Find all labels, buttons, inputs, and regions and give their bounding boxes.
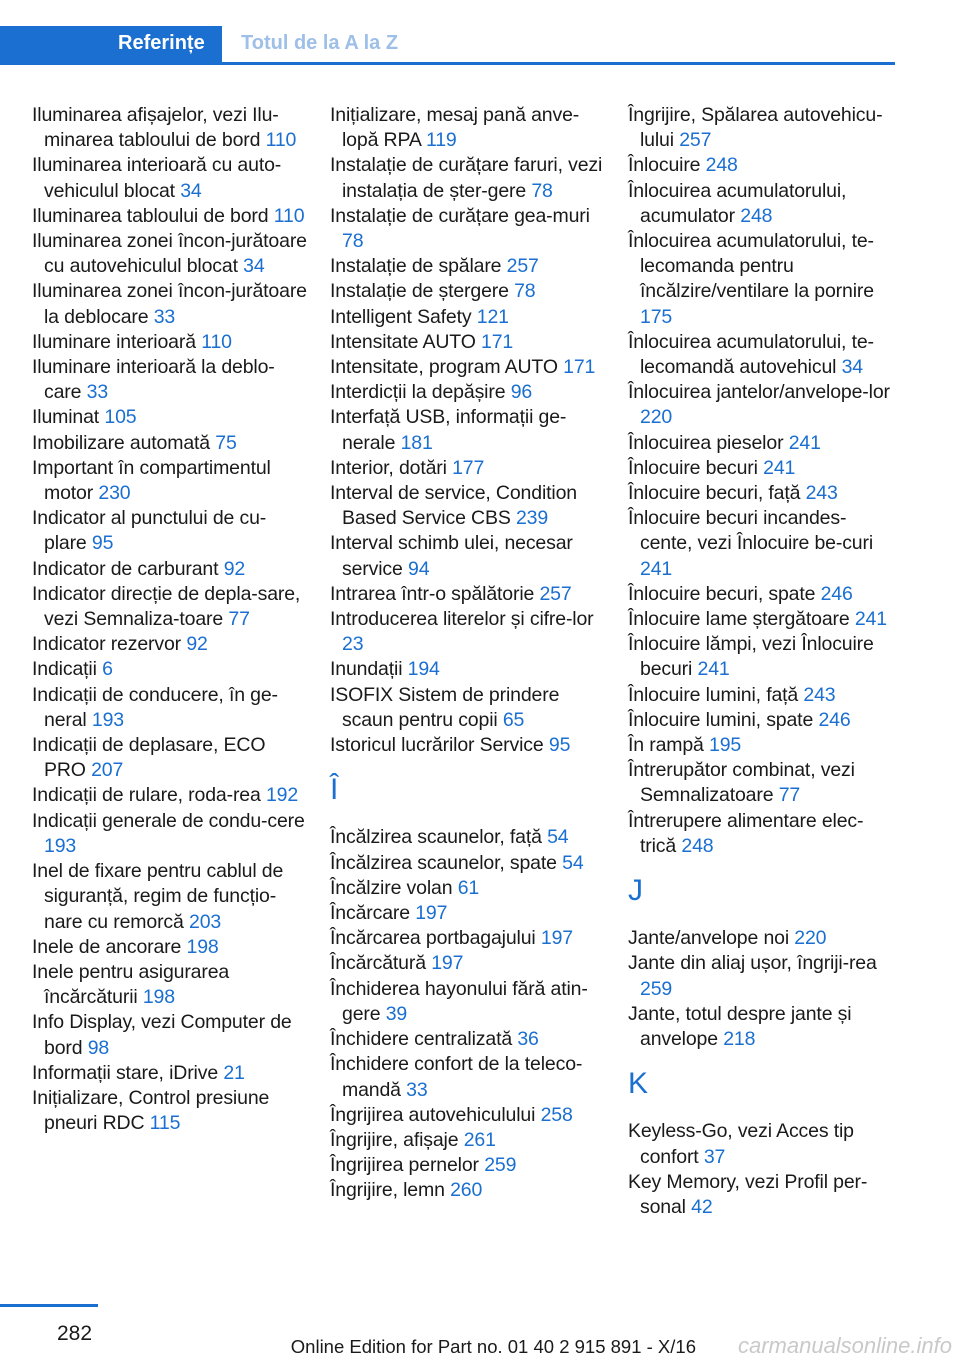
index-entry [32,582,307,632]
index-entry-page-link[interactable]: 77 [228,608,250,631]
index-entry-text: Informații stare, iDrive [32,1061,219,1084]
index-entry [628,431,898,456]
index-entry [330,380,605,405]
index-entry-page-link[interactable]: 241 [640,557,673,580]
index-entry-page-link[interactable]: 34 [243,255,265,278]
index-entry-page-link[interactable]: 54 [547,826,569,849]
index-entry-page-link[interactable]: 78 [514,280,536,303]
index-entry [330,531,605,581]
index-entry-text: Key Memory, vezi Profil per‐sonal [628,1170,868,1219]
index-entry [32,632,307,657]
index-entry-text: Întrerupere alimentare elec‐trică [628,809,864,857]
index-entry [628,380,898,430]
index-entry-text: Inițializare, mesaj pană anve‐lopă RPA [330,104,580,152]
index-entry [330,355,605,380]
index-entry [330,153,605,203]
index-entry-text: Înlocuirea acumulatorului, acumulator [628,179,847,227]
index-entry-page-link[interactable]: 220 [640,406,673,429]
index-entry [330,1103,605,1128]
index-entry-page-link[interactable]: 192 [265,784,299,807]
index-entry [628,582,898,607]
index-entry-text: Interfață USB, informații ge‐nerale [330,406,567,454]
index-entry-text: Intelligent Safety [330,305,472,328]
index-entry-page-link[interactable]: 6 [102,658,113,681]
index-entry-page-link[interactable]: 77 [778,784,801,807]
index-entry-page-link[interactable]: 181 [400,431,433,454]
index-entry [628,683,898,708]
index-entry-page-link[interactable]: 115 [149,1112,181,1135]
index-entry-text: În rampă [628,734,704,757]
index-entry [330,1178,605,1203]
index-entry [628,1170,898,1220]
index-entry-text: Instalație de curățare faruri, vezi instalația de șter‐gere [330,154,603,202]
index-entry-page-link[interactable]: 198 [142,986,175,1009]
index-entry-page-link[interactable]: 243 [805,482,838,505]
index-entry-page-link[interactable]: 193 [91,708,124,731]
index-entry-text: Iluminare interioară [32,330,196,353]
index-entry [330,1052,605,1102]
index-entry-page-link[interactable]: 42 [691,1196,713,1219]
index-entry-text: Închidere centralizată [330,1028,513,1051]
index-entry-text: Înlocuirea acumulatorului, te‐lecomanda pentru încălzire/ventilare la pornire [628,230,874,303]
index-entry-text: Îngrijirea autovehiculului [330,1103,536,1126]
index-entry-text: Înlocuire becuri, față [628,482,801,505]
index-entry-text: Înlocuire lame ștergătoare [628,608,850,631]
index-entry [32,405,307,430]
index-entry-text: Info Display, vezi Computer de bord [32,1011,292,1059]
index-entry-text: Înlocuire becuri [628,456,758,479]
index-entry [628,632,898,682]
index-entry [628,708,898,733]
index-entry-text: Instalație de curățare gea‐muri [330,204,590,227]
index-entry-text: Iluminarea zonei încon‐jurătoare la deblocare [32,280,307,328]
index-entry [330,607,605,657]
section-letter-i-circumflex: Î [330,773,339,807]
index-entry [330,657,605,682]
index-entry [330,825,605,850]
index-entry-page-link[interactable]: 248 [705,154,738,177]
index-entry [32,153,307,203]
tab-referinte[interactable] [0,26,222,62]
edition-note: Online Edition for Part no. 01 40 2 915 891 - X/16 [290,1336,696,1357]
index-entry-page-link[interactable]: 65 [502,708,525,731]
index-entry-text: Interval de service, Condition Based Service CBS [330,482,577,530]
index-entry [330,405,605,455]
index-entry [32,506,307,556]
index-entry-text: Interdicții la depășire [330,381,506,404]
index-entry [32,1086,307,1136]
index-entry [32,330,307,355]
index-entry [628,330,898,380]
index-entry [628,926,898,951]
index-entry-page-link[interactable]: 230 [98,482,131,505]
index-entry-page-link[interactable]: 259 [640,977,673,1000]
index-entry [330,977,605,1027]
index-entry [628,733,898,758]
index-entry [628,456,898,481]
index-entry [32,279,307,329]
index-entry-text: Indicații de rulare, roda‐rea [32,784,261,807]
index-entry-page-link[interactable]: 241 [763,456,796,479]
index-entry-page-link[interactable]: 61 [457,876,480,899]
index-entry-page-link[interactable]: 78 [342,230,364,253]
index-entry-text: Intensitate, program AUTO [330,356,558,379]
index-entry-page-link[interactable]: 54 [562,851,584,874]
index-entry [330,926,605,951]
index-entry [330,1128,605,1153]
index-entry-page-link[interactable]: 220 [794,927,827,950]
index-entry-text: Iluminarea zonei încon‐jurătoare cu autovehiculul blocat [32,230,307,278]
index-entry-text: Iluminarea tabloului de bord [32,204,269,227]
index-entry-text: Întrerupător combinat, vezi Semnalizatoare [628,759,855,807]
index-entry-text: Îngrijire, afișaje [330,1128,459,1151]
index-entry [32,683,307,733]
index-entry-text: Jante/anvelope noi [628,927,790,950]
index-entry-page-link[interactable]: 98 [87,1036,110,1059]
index-entry [330,456,605,481]
index-entry [628,179,898,229]
index-entry-page-link[interactable]: 78 [531,179,553,202]
index-entry-text: Jante, totul despre jante și anvelope [628,1002,852,1051]
index-entry-page-link[interactable]: 243 [803,683,836,706]
footer-rule [0,1304,98,1307]
index-entry-page-link[interactable]: 94 [408,557,430,580]
index-entry-text: Inițializare, Control presiune pneuri RDC [32,1086,270,1135]
index-entry-text: Indicații de deplasare, ECO PRO [32,734,266,782]
index-entry [32,783,307,808]
index-entry-text: Inele pentru asigurarea încărcăturii [32,960,230,1009]
index-entry-page-link[interactable]: 33 [406,1078,428,1101]
index-entry-text: Încărcare [330,902,410,925]
index-entry-page-link[interactable]: 260 [450,1179,483,1202]
index-entry-page-link[interactable]: 110 [265,129,297,152]
index-entry-page-link[interactable]: 207 [91,759,124,782]
index-entry-page-link[interactable]: 175 [640,305,673,328]
index-entry [32,1010,307,1060]
index-entry-text: Înlocuirea jantelor/anvelope‐lor [628,381,890,404]
section-letter-k: K [628,1067,649,1101]
watermark: carmanualsonline.info [737,1333,952,1358]
index-entry-page-link[interactable]: 261 [463,1128,496,1151]
index-entry [628,607,898,632]
index-entry-text: Instalație de spălare [330,255,502,278]
index-entry-page-link[interactable]: 110 [201,330,232,353]
index-entry-page-link[interactable]: 218 [723,1028,756,1051]
index-entry-page-link[interactable]: 259 [484,1154,517,1177]
index-entry-page-link[interactable]: 92 [186,633,208,656]
index-entry-text: Indicații [32,658,97,681]
index-entry-page-link[interactable]: 34 [180,179,202,202]
index-entry [628,229,898,330]
index-entry-text: Istoricul lucrărilor Service [330,734,544,757]
index-entry-page-link[interactable]: 195 [709,734,742,757]
index-entry-page-link[interactable]: 248 [740,204,773,227]
index-entry [330,103,605,153]
index-entry [32,431,307,456]
index-entry [32,859,307,935]
index-entry [628,103,898,153]
index-entry [330,305,605,330]
index-entry [32,1061,307,1086]
index-entry-text: Indicator rezervor [32,633,182,656]
index-entry-page-link[interactable]: 248 [681,834,714,857]
index-entry [32,935,307,960]
index-entry [330,481,605,531]
index-entry-text: Înlocuirea acumulatorului, te‐lecomandă autovehicul [628,330,874,379]
index-entry [628,951,898,1001]
index-entry-page-link[interactable]: 39 [385,1002,408,1025]
index-entry-page-link[interactable]: 194 [407,658,440,681]
index-entry-text: Important în compartimentul motor [32,456,271,505]
index-entry [32,204,307,229]
index-entry-text: Iluminarea afișajelor, vezi Ilu‐minarea tabloului de bord [32,104,279,152]
index-entry-text: Iluminat [32,406,100,429]
index-entry-page-link[interactable]: 241 [854,608,887,631]
index-entry-text: Indicator direcție de depla‐sare, vezi Semnaliza‐toare [32,582,301,631]
index-entry-text: Keyless-Go, vezi Acces tip confort [628,1120,854,1168]
index-entry-text: Indicații generale de condu‐cere [32,809,305,832]
index-entry [628,1119,898,1169]
index-entry [330,204,605,254]
page-number: 282 [57,1322,93,1345]
index-column-3 [628,103,898,1220]
index-entry-text: Inundații [330,658,403,681]
index-entry-text: Înlocuire lămpi, vezi Înlocuire becuri [628,633,874,681]
index-entry-page-link[interactable]: 105 [104,406,137,429]
index-entry [628,1002,898,1052]
index-entry-text: Închiderea hayonului fără atin‐gere [330,977,588,1025]
index-entry-page-link[interactable]: 258 [540,1103,573,1126]
index-entry [32,657,307,682]
index-entry-page-link[interactable]: 75 [215,431,237,454]
index-entry-text: Intensitate AUTO [330,330,476,353]
index-entry [32,960,307,1010]
index-entry-text: Indicator al punctului de cu‐plare [32,507,267,555]
index-entry [32,456,307,506]
index-entry-page-link[interactable]: 257 [679,129,712,152]
header-bar [0,26,895,65]
index-entry [628,481,898,506]
index-entry [330,330,605,355]
index-entry-page-link[interactable]: 197 [431,952,464,975]
index-entry [330,901,605,926]
index-entry-page-link[interactable]: 246 [820,582,853,605]
index-entry-text: ISOFIX Sistem de prindere scaun pentru copii [330,683,560,731]
section-letter-j: J [628,874,643,908]
index-entry-page-link[interactable]: 33 [153,305,176,328]
index-entry-text: Imobilizare automată [32,431,211,454]
tab-referinte-label: Referințe [118,32,205,54]
index-entry [32,733,307,783]
index-entry-page-link[interactable]: 92 [223,557,246,580]
index-entry [330,1153,605,1178]
index-entry [32,557,307,582]
index-entry [330,1027,605,1052]
index-entry-page-link[interactable]: 95 [91,532,114,555]
index-entry-text: Introducerea literelor și cifre‐lor [330,608,594,631]
index-entry-text: Interior, dotări [330,456,447,479]
index-entry-page-link[interactable]: 257 [506,255,539,278]
index-entry-page-link[interactable]: 33 [86,381,109,404]
index-entry-page-link[interactable]: 203 [189,910,222,933]
index-entry [330,851,605,876]
index-entry-text: Încălzirea scaunelor, spate [330,851,557,874]
index-entry-page-link[interactable]: 23 [342,633,364,656]
index-entry-page-link[interactable]: 171 [563,356,596,379]
index-entry-text: Înlocuire lumini, spate [628,708,814,731]
index-entry-text: Înlocuirea pieselor [628,431,784,454]
index-entry-text: Încărcătură [330,952,426,975]
index-entry-text: Îngrijire, Spălarea autovehicu‐lului [628,104,883,152]
index-entry-page-link[interactable]: 197 [540,927,573,950]
index-entry-page-link[interactable]: 21 [223,1061,245,1084]
index-entry-page-link[interactable]: 198 [186,935,219,958]
index-entry-text: Indicații de conducere, în ge‐neral [32,683,278,731]
index-entry-page-link[interactable]: 34 [841,356,863,379]
index-entry [330,733,605,758]
index-entry-text: Instalație de ștergere [330,280,509,303]
index-entry [32,103,307,153]
index-entry-text: Înlocuire [628,154,701,177]
index-entry-text: Încălzire volan [330,876,453,899]
index-entry-text: Inel de fixare pentru cablul de siguranță, regim de funcțio‐nare cu remorcă [32,860,284,933]
index-entry [628,506,898,582]
index-entry [330,876,605,901]
index-entry-page-link[interactable]: 257 [539,582,572,605]
index-column-1 [32,103,307,1136]
index-entry [628,153,898,178]
index-entry-page-link[interactable]: 246 [818,708,851,731]
index-entry-text: Înlocuire becuri, spate [628,582,816,605]
index-entry [330,254,605,279]
index-entry-page-link[interactable]: 239 [515,507,549,530]
index-entry-text: Interval schimb ulei, necesar service [330,532,573,580]
index-entry [330,683,605,733]
index-entry-page-link[interactable]: 36 [517,1028,539,1051]
index-entry-page-link[interactable]: 177 [452,456,485,479]
index-entry-text: Îngrijirea pernelor [330,1154,479,1177]
index-entry [628,809,898,859]
index-column-2 [330,103,605,1204]
index-entry [330,951,605,976]
index-entry-text: Inele de ancorare [32,935,182,958]
index-entry-page-link[interactable]: 37 [703,1145,726,1168]
index-entry-page-link[interactable]: 197 [415,902,448,925]
index-entry-text: Încălzirea scaunelor, față [330,826,542,849]
index-entry-page-link[interactable]: 121 [476,305,509,328]
index-entry-page-link[interactable]: 110 [273,204,305,227]
index-entry-text: Iluminarea interioară cu auto‐vehiculul blocat [32,154,282,202]
index-entry-text: Jante din aliaj ușor, îngriji‐rea [628,952,877,975]
index-entry-text: Îngrijire, lemn [330,1179,445,1202]
index-entry-page-link[interactable]: 95 [548,734,571,757]
index-entry-page-link[interactable]: 241 [788,431,821,454]
index-entry-page-link[interactable]: 241 [697,658,730,681]
index-entry-page-link[interactable]: 171 [481,330,514,353]
index-entry [330,279,605,304]
index-entry-text: Încărcarea portbagajului [330,927,536,950]
index-entry [330,582,605,607]
index-entry-text: Înlocuire lumini, față [628,683,799,706]
index-entry-text: Indicator de carburant [32,557,219,580]
index-entry-text: Închidere confort de la teleco‐mandă [330,1053,583,1101]
index-entry-text: Iluminare interioară la deblo‐care [32,356,275,404]
index-entry-text: Înlocuire becuri incandes‐cente, vezi Înlocuire be‐curi [628,507,874,555]
index-entry-page-link[interactable]: 193 [44,834,77,857]
index-entry [32,355,307,405]
tab-totul-de-la-a-la-z[interactable]: Totul de la A la Z [241,32,399,54]
index-entry [628,758,898,808]
index-entry-page-link[interactable]: 119 [425,129,457,152]
index-entry [32,809,307,859]
index-entry-page-link[interactable]: 96 [510,381,533,404]
index-entry-text: Intrarea într-o spălătorie [330,582,535,605]
index-entry [32,229,307,279]
